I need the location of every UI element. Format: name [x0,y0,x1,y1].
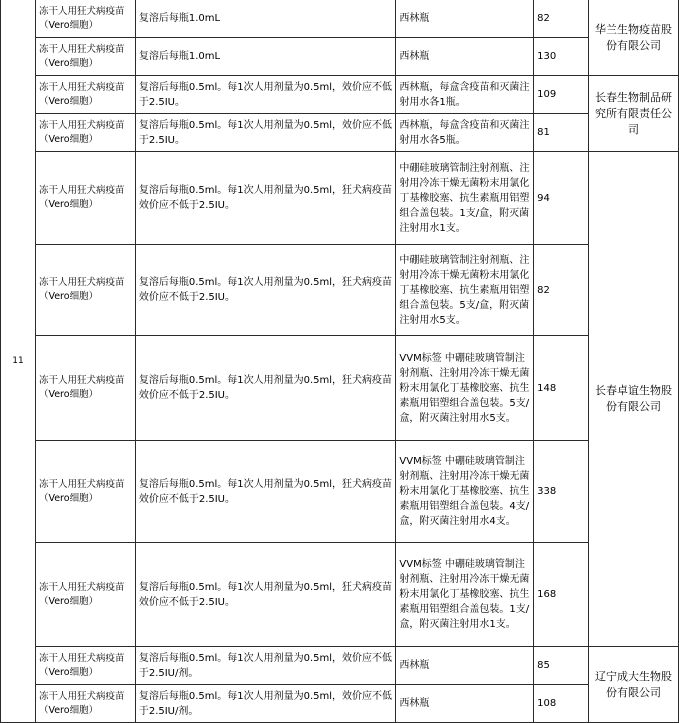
table-row [1,114,679,152]
table-row [1,38,679,76]
quantity-cell: 94 [534,152,589,245]
company-cell: 辽宁成大生物股份有限公司 [589,647,679,723]
packaging-cell: 西林瓶 [396,647,534,685]
packaging-cell: 中硼硅玻璃管制注射剂瓶、注射用冷冻干燥无菌粉末用氯化丁基橡胶塞、抗生素瓶用铝塑组合盖包装。1支/盒，附灭菌注射用水1支。 [396,152,534,245]
spec-cell: 复溶后每瓶0.5ml。每1次人用剂量为0.5ml，狂犬病疫苗效价应不低于2.5IU。 [135,152,396,245]
spec-cell: 复溶后每瓶0.5ml。每1次人用剂量为0.5ml，狂犬病疫苗效价应不低于2.5IU。 [135,245,396,336]
table-row [1,76,679,114]
spec-cell: 复溶后每瓶0.5ml。每1次人用剂量为0.5ml，狂犬病疫苗效价应不低于2.5IU。 [135,336,396,441]
quantity-cell: 168 [534,543,589,647]
company-cell: 华兰生物疫苗股份有限公司 [589,0,679,76]
quantity-cell: 108 [534,685,589,723]
spec-cell: 复溶后每瓶1.0mL [135,38,396,76]
table-row [1,245,679,336]
product-name-cell: 冻干人用狂犬病疫苗（Vero细胞） [35,152,135,245]
table-row [1,152,679,245]
quantity-cell: 81 [534,114,589,152]
packaging-cell: VVM标签 中硼硅玻璃管制注射剂瓶、注射用冷冻干燥无菌粉末用氯化丁基橡胶塞、抗生素瓶用铝塑组合盖包装。1支/盒，附灭菌注射用水1支。 [396,543,534,647]
product-name-cell: 冻干人用狂犬病疫苗（Vero细胞） [35,76,135,114]
product-name-cell: 冻干人用狂犬病疫苗（Vero细胞） [35,543,135,647]
table-row [1,685,679,723]
table-row [1,441,679,543]
packaging-cell: VVM标签 中硼硅玻璃管制注射剂瓶、注射用冷冻干燥无菌粉末用氯化丁基橡胶塞、抗生素瓶用铝塑组合盖包装。5支/盒，附灭菌注射用水5支。 [396,336,534,441]
table-row [1,543,679,647]
packaging-cell: VVM标签 中硼硅玻璃管制注射剂瓶、注射用冷冻干燥无菌粉末用氯化丁基橡胶塞、抗生素瓶用铝塑组合盖包装。4支/盒，附灭菌注射用水4支。 [396,441,534,543]
spec-cell: 复溶后每瓶1.0mL [135,0,396,38]
product-name-cell: 冻干人用狂犬病疫苗（Vero细胞） [35,441,135,543]
spec-cell: 复溶后每瓶0.5ml。每1次人用剂量为0.5ml，效价应不低于2.5IU。 [135,76,396,114]
quantity-cell: 82 [534,245,589,336]
product-name-cell: 冻干人用狂犬病疫苗（Vero细胞） [35,114,135,152]
packaging-cell: 西林瓶，每盒含疫苗和灭菌注射用水各5瓶。 [396,114,534,152]
spec-cell: 复溶后每瓶0.5ml。每1次人用剂量为0.5ml，狂犬病疫苗效价应不低于2.5IU。 [135,441,396,543]
product-name-cell: 冻干人用狂犬病疫苗（Vero细胞） [35,336,135,441]
packaging-cell: 西林瓶 [396,38,534,76]
spec-cell: 复溶后每瓶0.5ml。每1次人用剂量为0.5ml，效价应不低于2.5IU/剂。 [135,685,396,723]
table-row [1,647,679,685]
product-name-cell: 冻干人用狂犬病疫苗（Vero细胞） [35,685,135,723]
packaging-cell: 西林瓶 [396,0,534,38]
table-row [1,336,679,441]
packaging-cell: 西林瓶 [396,685,534,723]
quantity-cell: 85 [534,647,589,685]
product-name-cell: 冻干人用狂犬病疫苗（Vero细胞） [35,245,135,336]
company-cell: 长春生物制品研究所有限责任公司 [589,76,679,152]
quantity-cell: 130 [534,38,589,76]
packaging-cell: 中硼硅玻璃管制注射剂瓶、注射用冷冻干燥无菌粉末用氯化丁基橡胶塞、抗生素瓶用铝塑组合盖包装。5支/盒，附灭菌注射用水5支。 [396,245,534,336]
quantity-cell: 148 [534,336,589,441]
product-name-cell: 冻干人用狂犬病疫苗（Vero细胞） [35,38,135,76]
packaging-cell: 西林瓶，每盒含疫苗和灭菌注射用水各1瓶。 [396,76,534,114]
product-name-cell: 冻干人用狂犬病疫苗（Vero细胞） [35,0,135,38]
quantity-cell: 82 [534,0,589,38]
group-index-cell: 11 [1,0,36,723]
quantity-cell: 109 [534,76,589,114]
quantity-cell: 338 [534,441,589,543]
company-cell: 长春卓谊生物股份有限公司 [589,152,679,647]
spec-cell: 复溶后每瓶0.5ml。每1次人用剂量为0.5ml，效价应不低于2.5IU。 [135,114,396,152]
product-name-cell: 冻干人用狂犬病疫苗（Vero细胞） [35,647,135,685]
spec-cell: 复溶后每瓶0.5ml。每1次人用剂量为0.5ml，效价应不低于2.5IU/剂。 [135,647,396,685]
table-row [1,0,679,38]
spec-cell: 复溶后每瓶0.5ml。每1次人用剂量为0.5ml，狂犬病疫苗效价应不低于2.5IU。 [135,543,396,647]
